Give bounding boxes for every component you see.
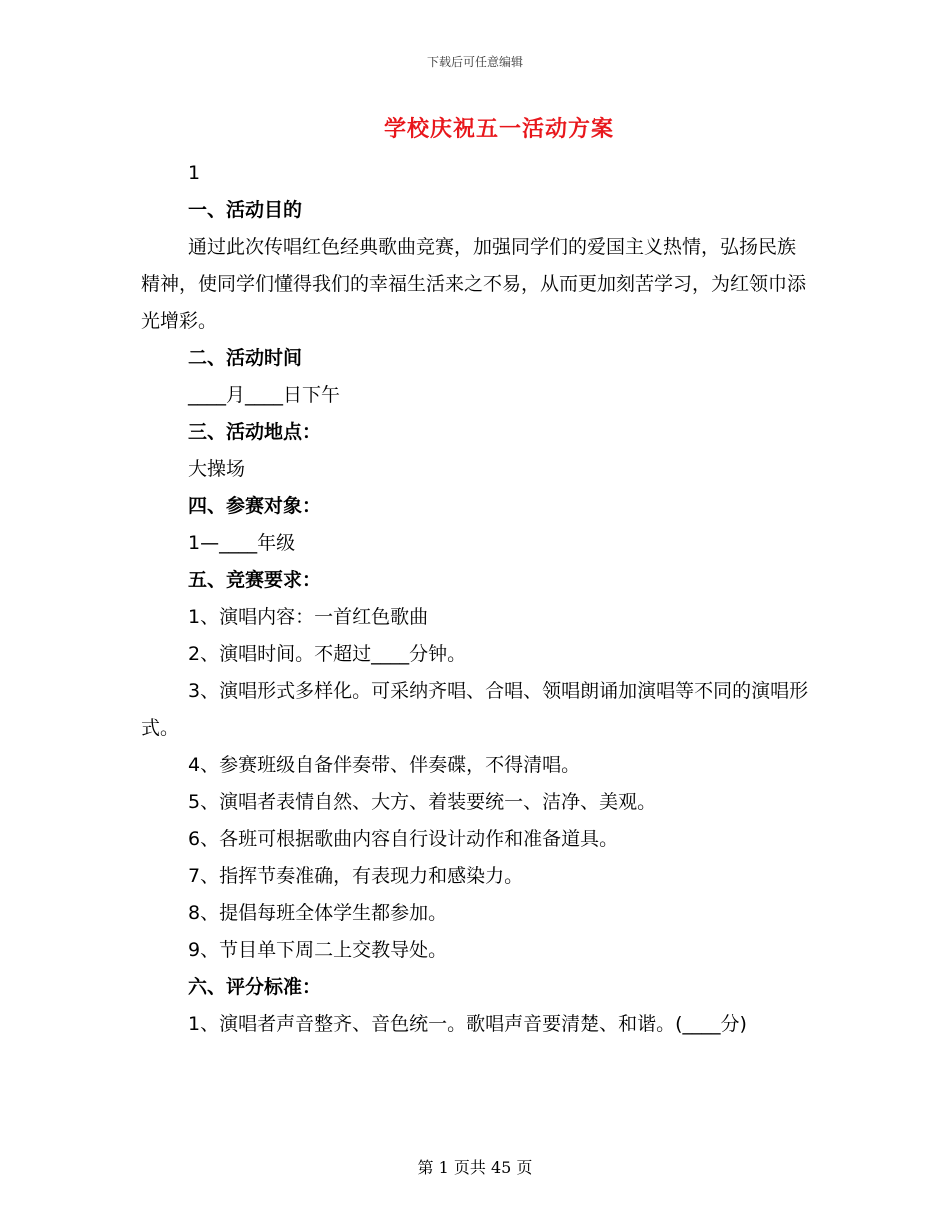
- requirement-item: 7、指挥节奏准确，有表现力和感染力。: [188, 865, 524, 887]
- section-body-location: 大操场: [188, 458, 246, 480]
- document-title: 学校庆祝五一活动方案: [383, 117, 614, 142]
- section-body-purpose: 通过此次传唱红色经典歌曲竞赛，加强同学们的爱国主义热情，弘扬民族精神，使同学们懂得我们的幸福生活来之不易，从而更加刻苦学习，为红领巾添光增彩。: [141, 236, 807, 332]
- requirement-item: 9、节目单下周二上交教导处。: [188, 939, 448, 961]
- criteria-item: 1、演唱者声音整齐、音色统一。歌唱声音要清楚、和谐。(____分): [188, 1013, 747, 1035]
- section-body-time: ____月____日下午: [188, 384, 341, 406]
- section-heading-criteria: 六、评分标准：: [188, 976, 322, 998]
- requirement-item: 6、各班可根据歌曲内容自行设计动作和准备道具。: [188, 828, 619, 850]
- section-heading-purpose: 一、活动目的: [188, 199, 303, 221]
- section-heading-requirements: 五、竞赛要求：: [188, 569, 322, 591]
- document-body: [141, 155, 811, 1043]
- requirement-item: 5、演唱者表情自然、大方、着装要统一、洁净、美观。: [188, 791, 657, 813]
- requirement-item: 3、演唱形式多样化。可采纳齐唱、合唱、领唱朗诵加演唱等不同的演唱形式。: [141, 680, 809, 739]
- requirement-item: 8、提倡每班全体学生都参加。: [188, 902, 448, 924]
- document-number: 1: [188, 162, 201, 184]
- section-heading-location: 三、活动地点：: [188, 421, 322, 443]
- section-heading-time: 二、活动时间: [188, 347, 303, 369]
- requirement-item: 4、参赛班级自备伴奏带、伴奏碟，不得清唱。: [188, 754, 581, 776]
- page-number: 第 1 页共 45 页: [417, 1158, 533, 1177]
- requirement-item: 1、演唱内容：一首红色歌曲: [188, 606, 429, 628]
- section-heading-participants: 四、参赛对象：: [188, 495, 322, 517]
- requirement-item: 2、演唱时间。不超过____分钟。: [188, 643, 467, 665]
- header-note: 下载后可任意编辑: [426, 55, 523, 69]
- section-body-participants: 1—____年级: [188, 532, 296, 554]
